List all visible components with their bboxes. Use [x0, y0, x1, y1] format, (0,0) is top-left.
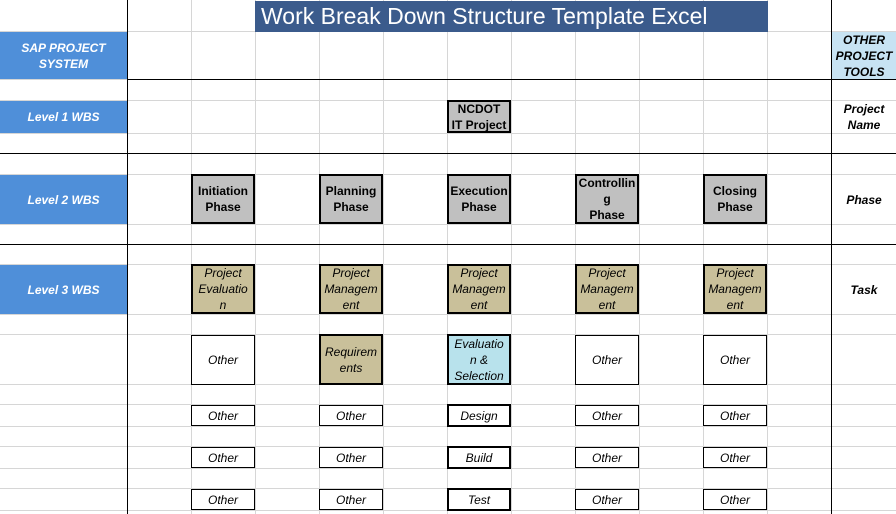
level1-wbs-label: Level 1 WBS: [0, 101, 127, 133]
initiation-other-text: Other: [207, 450, 238, 465]
closing-other-box: [703, 489, 767, 510]
closing-other-text: Other: [719, 450, 750, 465]
planning-other-box: [319, 405, 383, 426]
grid-column-line: [639, 0, 640, 514]
controlling-other-box: [575, 447, 639, 468]
closing-other-box: [703, 447, 767, 468]
closing-phase-box: [703, 174, 767, 224]
sap-project-system-label: [0, 32, 127, 79]
controlling-project-management-box: [575, 264, 639, 314]
grid-row-line: [0, 314, 896, 315]
initiation-other-text: Other: [207, 353, 238, 367]
closing-other-text: Other: [719, 492, 750, 507]
separator-line: [127, 79, 896, 80]
planning-other-text: Other: [335, 450, 366, 465]
ncdot-it-project-box: [447, 100, 511, 133]
closing-other-box: [703, 405, 767, 426]
controlling-phase-text: Controllin g Phase: [578, 176, 636, 222]
grid-column-line: [191, 0, 192, 514]
requirements-box: [319, 334, 383, 385]
test-box: [447, 488, 511, 511]
design-box: [447, 404, 511, 427]
grid-column-line: [575, 0, 576, 514]
test-text: Test: [467, 492, 491, 507]
project-name-label: [832, 101, 896, 133]
controlling-other-box: [575, 335, 639, 385]
initiation-other-box: [191, 447, 255, 468]
initiation-phase-box: [191, 174, 255, 224]
evaluation-selection-box: [447, 334, 511, 385]
grid-row-line: [0, 224, 896, 225]
page-title: Work Break Down Structure Template Excel: [255, 1, 768, 32]
controlling-other-text: Other: [591, 450, 622, 465]
planning-other-text: Other: [335, 492, 366, 507]
planning-other-box: [319, 489, 383, 510]
build-text: Build: [465, 450, 493, 465]
closing-other-text: Other: [719, 353, 750, 367]
sap-project-system-text: SAP PROJECT SYSTEM: [21, 40, 106, 71]
grid-column-line: [511, 0, 512, 514]
execution-project-management-text: Project Managem ent: [452, 266, 506, 312]
execution-phase-text: Execution Phase: [450, 184, 508, 214]
closing-other-text: Other: [719, 408, 750, 423]
separator-line: [127, 0, 128, 514]
initiation-phase-text: Initiation Phase: [198, 184, 248, 214]
grid-column-line: [383, 0, 384, 514]
execution-phase-box: [447, 174, 511, 224]
requirements-text: Requirem ents: [324, 344, 378, 375]
grid-row-line: [0, 133, 896, 134]
planning-project-management-box: [319, 264, 383, 314]
closing-phase-text: Closing Phase: [713, 184, 757, 214]
planning-other-box: [319, 447, 383, 468]
grid-column-line: [447, 0, 448, 514]
other-project-tools-text: OTHER PROJECT TOOLS: [835, 32, 893, 79]
initiation-other-box: [191, 489, 255, 510]
grid-column-line: [255, 0, 256, 514]
project-evaluation-text: Project Evaluatio n: [198, 266, 248, 312]
planning-phase-text: Planning Phase: [325, 184, 377, 214]
closing-project-management-box: [703, 264, 767, 314]
evaluation-selection-text: Evaluatio n & Selection: [454, 336, 504, 383]
controlling-other-box: [575, 405, 639, 426]
separator-line: [0, 153, 896, 154]
controlling-project-management-text: Project Managem ent: [580, 266, 634, 312]
phase-label: Phase: [846, 192, 882, 207]
separator-line: [0, 244, 896, 245]
grid-column-line: [703, 0, 704, 514]
project-name-text: Project Name: [843, 102, 885, 132]
initiation-other-text: Other: [207, 408, 238, 423]
planning-other-text: Other: [335, 408, 366, 423]
ncdot-it-project-text: NCDOT IT Project: [451, 101, 507, 132]
controlling-other-text: Other: [591, 492, 622, 507]
execution-project-management-box: [447, 264, 511, 314]
design-text: Design: [460, 408, 498, 423]
project-evaluation-box: [191, 264, 255, 314]
initiation-other-box: [191, 405, 255, 426]
grid-column-line: [767, 0, 768, 514]
planning-project-management-text: Project Managem ent: [324, 266, 378, 312]
level2-wbs-label: Level 2 WBS: [0, 175, 127, 224]
build-box: [447, 446, 511, 469]
planning-phase-box: [319, 174, 383, 224]
controlling-other-text: Other: [591, 408, 622, 423]
controlling-other-text: Other: [591, 353, 622, 367]
closing-project-management-text: Project Managem ent: [708, 266, 762, 312]
controlling-phase-box: [575, 174, 639, 224]
task-label: Task: [850, 282, 878, 297]
other-project-tools-label: [832, 32, 896, 79]
initiation-other-text: Other: [207, 492, 238, 507]
grid-column-line: [319, 0, 320, 514]
closing-other-box: [703, 335, 767, 385]
initiation-other-box: [191, 335, 255, 385]
controlling-other-box: [575, 489, 639, 510]
level3-wbs-label: Level 3 WBS: [0, 265, 127, 314]
